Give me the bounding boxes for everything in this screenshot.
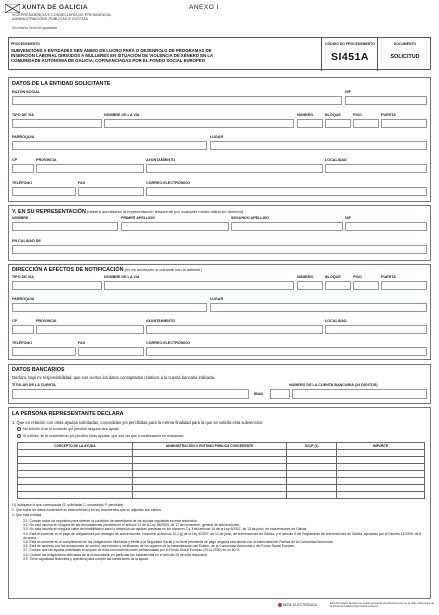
tipo-via-input[interactable] bbox=[12, 119, 102, 128]
table-row[interactable] bbox=[18, 485, 425, 492]
subitem-3-6: 3.6. Está de acuerdo con las actuaciones de control, supervisión y verificación de los órganos de la Administración del Estado, de la Comunidad Autónoma y del Fondo Social Europeo. bbox=[23, 544, 296, 549]
label-n-lugar: LUGAR bbox=[210, 297, 224, 301]
label-n-nombre-via: NOMBRE DE LA VÍA bbox=[104, 275, 140, 279]
provincia-input[interactable] bbox=[36, 164, 144, 173]
table-row[interactable] bbox=[18, 471, 425, 478]
subitem-3-7: 3.7. Conoce que las ayudas solicitadas al amparo de esta convocatoria están cofinanciadas por el Fondo Social Europeo (2014-2020) en un 80 %. bbox=[23, 548, 241, 553]
subitem-3-1: 3.1. Cumple todos los requisitos para obtener la condición de beneficiaria de las ayudas reguladas en esta resolución. bbox=[23, 519, 198, 523]
label-rep-en-calidad: EN CALIDAD DE bbox=[12, 239, 41, 243]
applicant-section bbox=[8, 77, 431, 202]
label-razon-social: RAZÓN SOCIAL bbox=[12, 90, 41, 94]
parroquia-input[interactable] bbox=[12, 141, 207, 150]
label-cp: CP bbox=[12, 158, 18, 162]
n-bloque-input[interactable] bbox=[325, 281, 351, 290]
procedure-band bbox=[8, 37, 431, 70]
n-localidad-input[interactable] bbox=[325, 325, 427, 334]
table-row[interactable] bbox=[18, 492, 425, 499]
col-administracion: ADMINISTRACIÓN O ENTIDAD PÚBLICA CONCEDENTE bbox=[132, 443, 287, 450]
n-lugar-input[interactable] bbox=[210, 303, 427, 312]
col-concepto: CONCEPTO DE LA AYUDA bbox=[18, 443, 133, 450]
label-localidad: LOCALIDAD bbox=[325, 158, 347, 162]
declaration-item-1: 1. Que en relación con otras ayudas solicitadas, concedidas y/o percibidas para la misma finalidad para la que se solicita esta subvención: bbox=[12, 420, 264, 425]
nombre-via-input[interactable] bbox=[104, 119, 294, 128]
n-email-input[interactable] bbox=[146, 347, 427, 356]
logo-name: XUNTA DE GALICIA bbox=[22, 4, 88, 11]
label-n-parroquia: PARROQUIA bbox=[12, 297, 35, 301]
label-nombre-via: NOMBRE DE LA VÍA bbox=[104, 113, 140, 117]
procedure-label: PROCEDEMENTO bbox=[11, 42, 40, 46]
rep-apellido2-input[interactable] bbox=[231, 222, 343, 231]
declaration-title: LA PERSONA REPRESENTANTE DECLARA bbox=[12, 411, 124, 417]
n-provincia-input[interactable] bbox=[36, 325, 144, 334]
razon-social-input[interactable] bbox=[12, 96, 342, 105]
n-nombre-via-input[interactable] bbox=[104, 281, 294, 290]
bank-title: DATOS BANCARIOS bbox=[12, 367, 65, 373]
rep-en-calidad-input[interactable] bbox=[12, 245, 427, 254]
subitem-3-8: 3.8. Conoce las obligaciones derivadas de la convocatoria, en particular las establecidas en el artículo 20 de esta resolución. bbox=[23, 552, 208, 557]
aid-table-header bbox=[18, 443, 425, 450]
col-scp: S/C/P (1) bbox=[287, 443, 337, 450]
rep-nombre-input[interactable] bbox=[12, 222, 118, 231]
label-n-numero: NÚMERO bbox=[297, 275, 314, 279]
label-titular: TITULAR DE LA CUENTA bbox=[12, 383, 56, 387]
declaration-subitems bbox=[23, 519, 425, 561]
label-tipo-via: TIPO DE VÍA bbox=[12, 113, 34, 117]
table-row[interactable] bbox=[18, 450, 425, 457]
label-provincia: PROVINCIA bbox=[36, 158, 57, 162]
label-lugar: LUGAR bbox=[210, 135, 224, 139]
label-bloque: BLOQUE bbox=[325, 113, 341, 117]
label-n-localidad: LOCALIDAD bbox=[325, 319, 347, 323]
procedure-title: SUBVENCIÓNS A ENTIDADES SEN ÁNIMO DE LUCRO PARA O DESENROLO DE PROGRAMAS DE INSERCIÓN LABORAL DIRIXIDOS A MULLERES EN SITUACIÓN DE VIOLENCIA DE XÉNERO EN LA COMUNIDADE AUTÓNOMA DE GALICIA, COFINANCIADAS POR EL FONDO SOCIAL EUROPEO bbox=[11, 48, 214, 63]
rep-apellido1-input[interactable] bbox=[121, 222, 229, 231]
n-tipo-via-input[interactable] bbox=[12, 281, 102, 290]
label-n-ayuntamiento: AYUNTAMIENTO bbox=[146, 319, 176, 323]
subitem-3-3: 3.3. No está incursa en ninguna clase de inhabilitación para la obtención de ayudas previstas en los números 2 y 3 del artículo 10 de la Ley 9/2007, de 13 de junio, de subvenciones de Galicia. bbox=[23, 527, 308, 532]
document-type: SOLICITUD bbox=[390, 54, 420, 60]
label-fax: FAX bbox=[78, 181, 86, 185]
label-telefono: TELÉFONO bbox=[12, 181, 33, 185]
n-cp-input[interactable] bbox=[12, 325, 34, 334]
sede-electronica-logo: SEDE ELECTRÓNICA bbox=[278, 603, 317, 607]
subitem-3-2: 3.2. No está incursa en ninguna de las circunstancias previstas en el artículo 13 de la Ley 38/2003, de 17 de noviembre, general de subvenciones. bbox=[23, 523, 241, 528]
table-row[interactable] bbox=[18, 478, 425, 485]
piso-input[interactable] bbox=[353, 119, 379, 128]
label-iban: IBAN bbox=[254, 392, 264, 396]
puerta-input[interactable] bbox=[381, 119, 427, 128]
label-rep-apellido2: SEGUNDO APELLIDO bbox=[231, 216, 270, 220]
label-piso: PISO bbox=[353, 113, 362, 117]
subitem-3-5: 3.5. Está al corriente en el cumplimiento de las obligaciones tributarias y frente a la Seguridad Social y no tiene pendiente de pago ninguna otra deuda con la Administración Pública de la Comunidad Autónoma. bbox=[23, 540, 334, 545]
titular-input[interactable] bbox=[12, 389, 249, 399]
declaration-section bbox=[8, 407, 431, 599]
label-ayuntamiento: AYUNTAMIENTO bbox=[146, 158, 176, 162]
n-parroquia-input[interactable] bbox=[12, 303, 207, 312]
radio-other-aid-icon[interactable] bbox=[17, 434, 21, 438]
table-row[interactable] bbox=[18, 464, 425, 471]
lugar-input[interactable] bbox=[210, 141, 427, 150]
iban-country-input[interactable] bbox=[270, 389, 290, 399]
xunta-emblem-icon bbox=[5, 4, 20, 13]
document-label: DOCUMENTO bbox=[393, 42, 417, 46]
notification-title: DIRECCIÓN A EFECTOS DE NOTIFICACIÓN (no es necesario si coincide con la anterior) bbox=[12, 267, 202, 273]
table-row[interactable] bbox=[18, 457, 425, 464]
label-rep-nombre: NOMBRE bbox=[12, 216, 29, 220]
annex-title: ANEXO I bbox=[189, 4, 219, 11]
sede-logo-icon bbox=[278, 603, 282, 607]
label-email: CORREO ELECTRÓNICO bbox=[146, 181, 191, 185]
procedure-code-label: CÓDIGO DO PROCEDEMENTO bbox=[325, 42, 375, 46]
label-n-provincia: PROVINCIA bbox=[36, 319, 57, 323]
radio-no-aid-icon[interactable] bbox=[17, 427, 21, 431]
subitem-3-9: 3.9. Tiene capacidad financiera y operativa para cumplir las condiciones de la ayuda. bbox=[23, 556, 149, 561]
label-parroquia: PARROQUIA bbox=[12, 135, 35, 139]
label-n-telefono: TELÉFONO bbox=[12, 341, 33, 345]
label-nif: NIF bbox=[345, 90, 351, 94]
n-numero-input[interactable] bbox=[297, 281, 323, 290]
declaration-item-3: 3. Que esta entidad: bbox=[12, 513, 43, 517]
bank-section bbox=[8, 364, 431, 404]
label-rep-nif: NIF bbox=[345, 216, 351, 220]
label-n-bloque: BLOQUE bbox=[325, 275, 341, 279]
footnote: (1) Indíquese lo que corresponda (S: solicitada/ C: concedida/ P: percibida) bbox=[12, 503, 124, 507]
label-numero: NÚMERO bbox=[297, 113, 314, 117]
logo-ministry: VICEPRESIDENCIA E CONSELLERÍA DE PRESIDENCIA, ADMINISTRACIÓNS PÚBLICAS E XUSTIZA bbox=[12, 13, 112, 22]
account-number-input[interactable] bbox=[292, 389, 427, 399]
label-n-email: CORREO ELECTRÓNICO bbox=[146, 341, 191, 345]
label-rep-apellido1: PRIMER APELLIDO bbox=[121, 216, 155, 220]
representative-section bbox=[8, 205, 431, 261]
label-n-puerta: PUERTA bbox=[381, 275, 396, 279]
footer-note: Esta formulario también se puede presentar electrónicamente en la sede electrónica de la Xunta de Galicia https://sede.xunta.es bbox=[330, 602, 435, 609]
label-account: NÚMERO DE LA CUENTA BANCARIA (24 DÍGITOS) bbox=[289, 383, 378, 387]
n-ayuntamiento-input[interactable] bbox=[146, 325, 323, 334]
telefono-input[interactable] bbox=[12, 187, 76, 196]
label-n-cp: CP bbox=[12, 319, 18, 323]
email-input[interactable] bbox=[146, 187, 427, 196]
n-telefono-input[interactable] bbox=[12, 347, 76, 356]
applicant-title: DATOS DE LA ENTIDAD SOLICITANTE bbox=[12, 81, 111, 87]
option-other-aid[interactable]: Sí solicitó, se le concedieron y/o percibió otras ayudas, que son las que a continuación se relacionan: bbox=[17, 434, 184, 439]
rep-nif-input[interactable] bbox=[345, 222, 427, 231]
n-fax-input[interactable] bbox=[78, 347, 144, 356]
logo-secretary: Secretaría Xeral da Igualdade bbox=[12, 26, 58, 30]
numero-input[interactable] bbox=[297, 119, 323, 128]
nif-input[interactable] bbox=[345, 96, 427, 105]
notification-section bbox=[8, 264, 431, 360]
col-importe: IMPORTE bbox=[337, 443, 425, 450]
representative-title: Y, EN SU REPRESENTACIÓN (deberá acreditarse la representación fehaciente por cualquier medio válido en derecho) bbox=[12, 209, 244, 215]
bloque-input[interactable] bbox=[325, 119, 351, 128]
aid-table bbox=[17, 442, 425, 499]
label-n-piso: PISO bbox=[353, 275, 362, 279]
cp-input[interactable] bbox=[12, 164, 34, 173]
procedure-code: SI451A bbox=[330, 51, 370, 63]
bank-declaration: Declaro, bajo mi responsabilidad, que son ciertos los datos consignados relativos a la cuenta bancaria indicada. bbox=[12, 375, 215, 380]
declaration-item-2: 2. Que todos los datos contenidos en esta solicitud y en los documentos que se adjuntan son ciertos. bbox=[12, 508, 162, 512]
label-n-tipo-via: TIPO DE VÍA bbox=[12, 275, 34, 279]
label-puerta: PUERTA bbox=[381, 113, 396, 117]
option-no-aid[interactable]: No solicitó ni se le concedió y/o percibió ninguna otra ayuda. bbox=[17, 427, 120, 432]
ayuntamiento-input[interactable] bbox=[146, 164, 323, 173]
subitem-3-4: 3.4. Está al corriente en el pago de obligaciones por reintegro de subvenciones, conforme al artículo 10.2.g) de la Ley 9/2007, de 13 de junio, de subvenciones de Galicia, y el artículo 9 del Reglamento de subvenciones de Galicia, aprobado por el Decreto 11/2009, de 8 de enero. bbox=[23, 531, 422, 540]
label-n-fax: FAX bbox=[78, 341, 86, 345]
n-piso-input[interactable] bbox=[353, 281, 379, 290]
fax-input[interactable] bbox=[78, 187, 144, 196]
n-puerta-input[interactable] bbox=[381, 281, 427, 290]
localidad-input[interactable] bbox=[325, 164, 427, 173]
